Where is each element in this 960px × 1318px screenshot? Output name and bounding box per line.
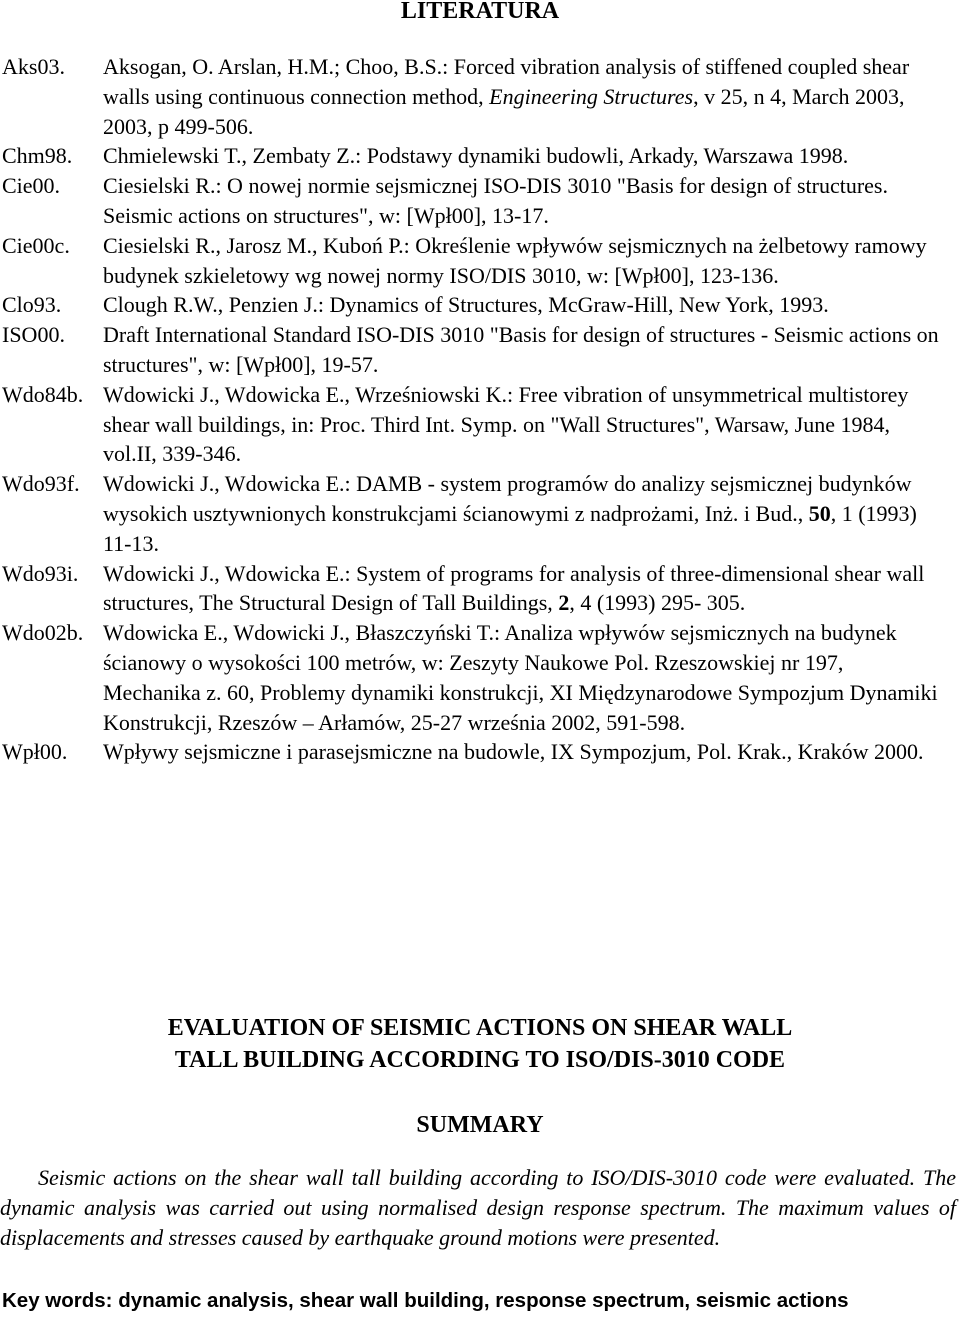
reference-text-segment: Ciesielski R.: O nowej normie sejsmicznej ISO-DIS 3010 "Basis for design of structures. Seismic actions on structures", w: [Wpł00], 13-17. bbox=[103, 173, 888, 228]
reference-key: Wdo02b. bbox=[2, 620, 84, 646]
reference-text bbox=[103, 380, 960, 469]
reference-text-segment: Wdowicki J., Wdowicka E., Wrześniowski K.: Free vibration of unsymmetrical multistorey shear wall buildings, in: Proc. Third Int. Symp. on "Wall Structures", Warsaw, June 1984, vol.II, 339-346. bbox=[103, 381, 909, 467]
reference-text-segment: Clough R.W., Penzien J.: Dynamics of Structures, McGraw-Hill, New York, 1993. bbox=[103, 292, 829, 318]
reference-text-segment: , 1 (1993) 11-13. bbox=[103, 500, 917, 556]
reference-volume: 50 bbox=[808, 500, 831, 526]
abstract-text: Seismic actions on the shear wall tall building according to ISO/DIS-3010 code were evaluated. The dynamic analysis was carried out using normalised design response spectrum. The maximum values of displacements and stresses caused by earthquake ground motions were presented. bbox=[0, 1165, 956, 1250]
reference-text bbox=[103, 559, 960, 619]
reference-text-segment: Wpływy sejsmiczne i parasejsmiczne na budowle, IX Sympozjum, Pol. Krak., Kraków 2000. bbox=[103, 739, 924, 765]
reference-text bbox=[103, 737, 960, 767]
reference-list bbox=[0, 52, 960, 767]
section-heading-literatura: LITERATURA bbox=[400, 0, 560, 24]
keywords-line: Key words: dynamic analysis, shear wall building, response spectrum, seismic actions bbox=[2, 1289, 849, 1312]
reference-text bbox=[103, 618, 960, 737]
reference-volume: 2 bbox=[558, 590, 570, 616]
reference-key: Wpł00. bbox=[2, 739, 68, 765]
reference-entry bbox=[0, 559, 960, 619]
reference-key: Chm98. bbox=[2, 143, 73, 169]
reference-text-segment: , 4 (1993) 295- 305. bbox=[569, 590, 746, 616]
reference-text bbox=[103, 231, 960, 291]
reference-text bbox=[103, 52, 960, 141]
reference-key: Wdo93i. bbox=[2, 560, 79, 586]
reference-text-segment: Draft International Standard ISO-DIS 3010 "Basis for design of structures - Seismic actions on structures", w: [Wpł00], 19-57. bbox=[103, 322, 939, 377]
reference-text bbox=[103, 141, 960, 171]
reference-entry bbox=[0, 231, 960, 291]
reference-entry bbox=[0, 52, 960, 141]
reference-key: Cie00. bbox=[2, 173, 61, 199]
reference-text bbox=[103, 290, 960, 320]
reference-text-segment: Wdowicki J., Wdowicka E.: System of programs for analysis of three-dimensional shear wall structures, The Structural Design of Tall Buildings, bbox=[103, 560, 925, 616]
reference-text-segment: Wdowicki J., Wdowicka E.: DAMB - system programów do analizy sejsmicznej budynków wysokich usztywnionych konstrukcjami ścianowymi z nadprożami, Inż. i Bud., bbox=[103, 471, 912, 526]
paper-title-line-1: EVALUATION OF SEISMIC ACTIONS ON SHEAR WALL bbox=[167, 1015, 793, 1041]
reference-key: Clo93. bbox=[2, 292, 62, 318]
summary-heading: SUMMARY bbox=[416, 1112, 544, 1138]
reference-text bbox=[103, 320, 960, 380]
reference-journal-title: Engineering Structures bbox=[489, 83, 694, 109]
reference-entry bbox=[0, 380, 960, 469]
reference-key: Wdo84b. bbox=[2, 381, 84, 407]
reference-entry bbox=[0, 141, 960, 171]
paper-title bbox=[0, 1012, 960, 1076]
reference-text-segment: Ciesielski R., Jarosz M., Kuboń P.: Określenie wpływów sejsmicznych na żelbetowy ramowy budynek szkieletowy wg nowej normy ISO/DIS 3010, w: [Wpł00], 123-136. bbox=[103, 232, 927, 288]
paper-title-line-2: TALL BUILDING ACCORDING TO ISO/DIS-3010 CODE bbox=[174, 1047, 786, 1073]
reference-text-segment: Aksogan, O. Arslan, H.M.; Choo, B.S.: Forced vibration analysis of stiffened coupled shear walls using continuous connection method, bbox=[103, 54, 910, 109]
reference-key: Aks03. bbox=[2, 54, 65, 79]
reference-entry bbox=[0, 737, 960, 767]
reference-key: Cie00c. bbox=[2, 232, 70, 258]
reference-text bbox=[103, 469, 960, 558]
reference-text bbox=[103, 171, 960, 231]
reference-entry bbox=[0, 320, 960, 380]
reference-text-segment: Wdowicka E., Wdowicki J., Błaszczyński T.: Analiza wpływów sejsmicznych na budynek ścianowy o wysokości 100 metrów, w: Zeszyty Naukowe Pol. Rzeszowskiej nr 197, Mechanika z. 60, Problemy dynamiki konstrukcji, XI Międzynarodowe Sympozjum Dynamiki Konstrukcji, Rzeszów – Arłamów, 25-27 września 2002, 591-598. bbox=[103, 620, 938, 735]
reference-text-segment: Chmielewski T., Zembaty Z.: Podstawy dynamiki budowli, Arkady, Warszawa 1998. bbox=[103, 143, 849, 169]
reference-entry bbox=[0, 469, 960, 558]
reference-key: Wdo93f. bbox=[2, 471, 80, 497]
reference-entry bbox=[0, 171, 960, 231]
reference-key: ISO00. bbox=[2, 322, 65, 348]
reference-entry bbox=[0, 618, 960, 737]
reference-entry bbox=[0, 290, 960, 320]
reference-text-segment: , v 25, n 4, March 2003, 2003, p 499-506. bbox=[103, 83, 905, 139]
